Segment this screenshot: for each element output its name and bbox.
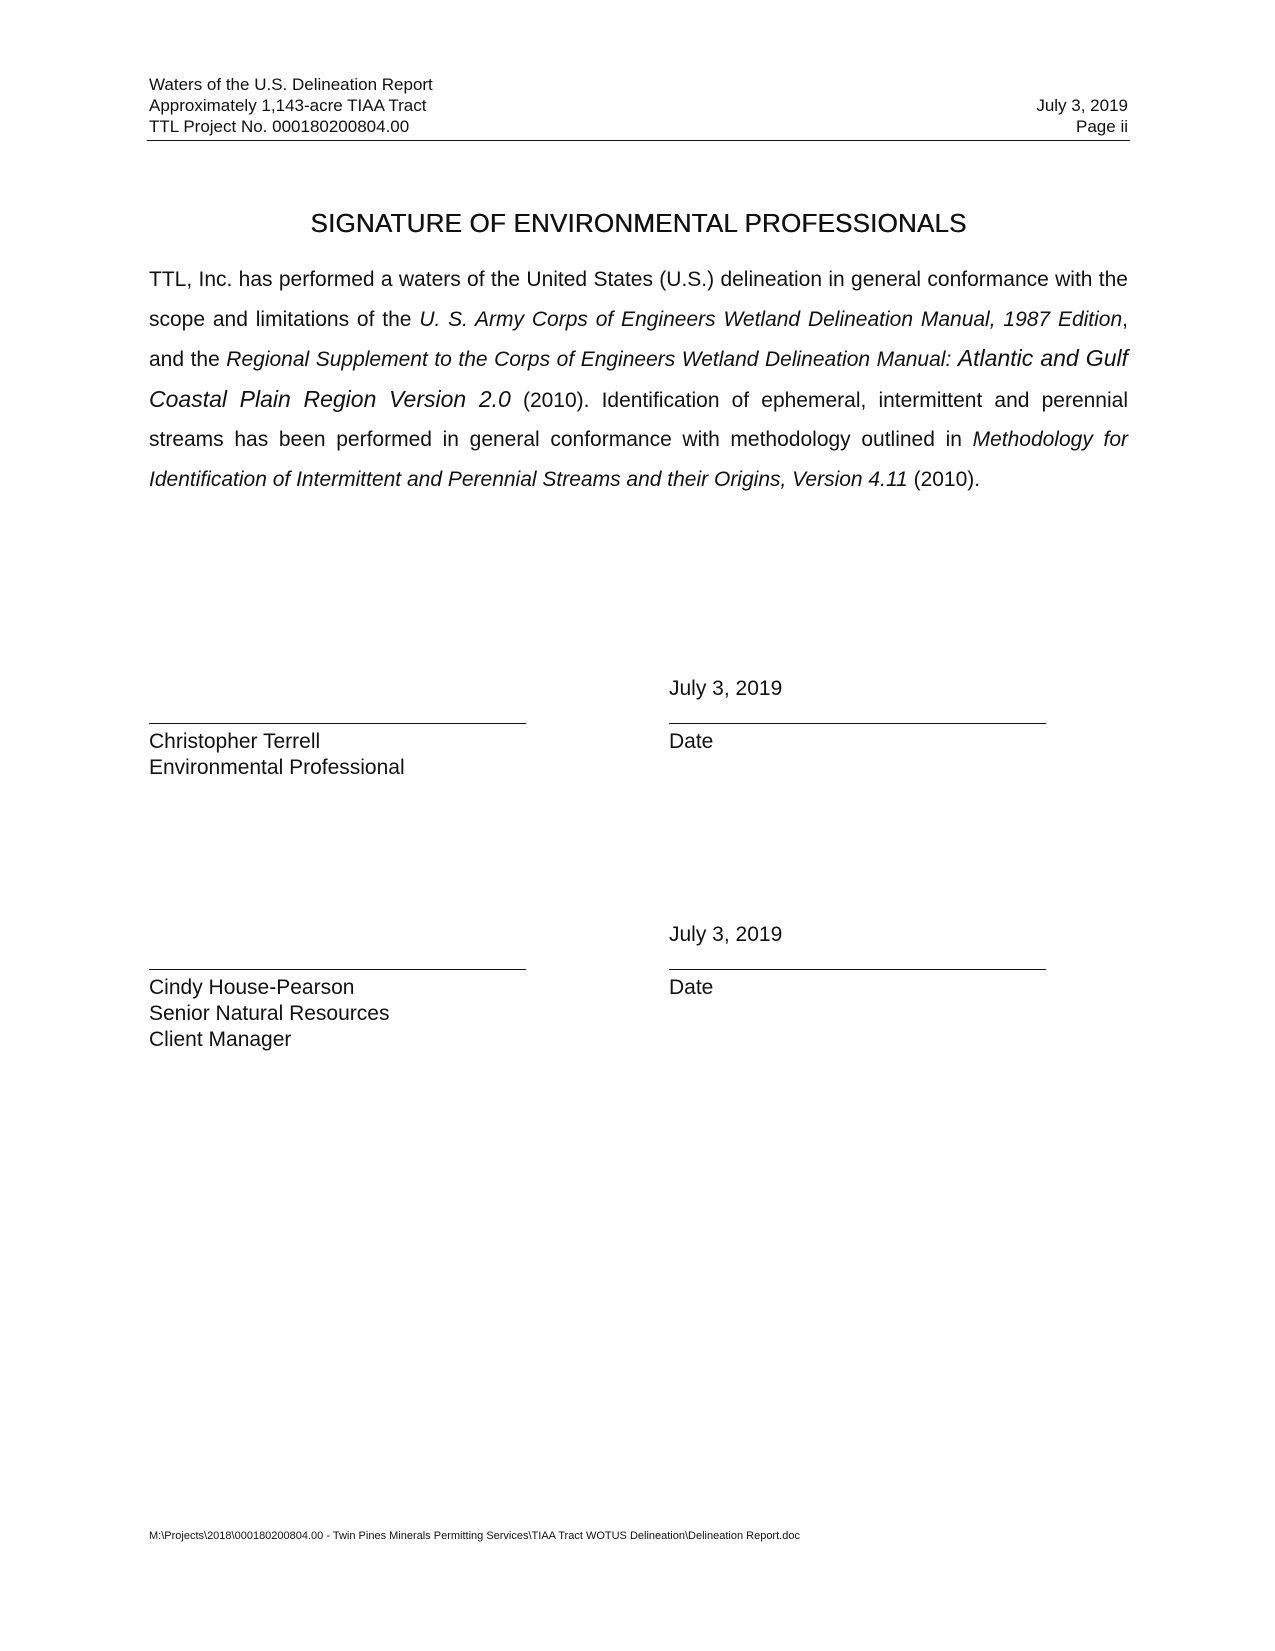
page-title: SIGNATURE OF ENVIRONMENTAL PROFESSIONALS [310, 208, 967, 238]
signature-2-role-line-2: Client Manager [149, 1028, 292, 1051]
header-page-number: Page ii [1076, 117, 1128, 136]
signature-2-block [149, 975, 389, 1053]
signature-2-date-label: Date [669, 976, 714, 999]
signature-2-date-line [669, 969, 1046, 970]
body-paragraph [149, 260, 1128, 499]
signature-2-date-value: July 3, 2019 [669, 923, 783, 946]
body-citation-regional-supplement: Regional Supplement to the Corps of Engineers Wetland Delineation Manual: [226, 348, 958, 371]
signature-1-role: Environmental Professional [149, 756, 405, 779]
body-text-4: (2010). [907, 467, 981, 491]
header-divider [147, 140, 1130, 141]
footer-file-path: M:\Projects\2018\000180200804.00 - Twin Pines Minerals Permitting Services\TIAA Tract WOTUS Delineation\Delineation Report.doc [149, 1530, 800, 1542]
signature-1-block [149, 729, 405, 781]
signature-1-name: Christopher Terrell [149, 730, 321, 753]
signature-2-role-line-1: Senior Natural Resources [149, 1002, 390, 1025]
header-project-number: TTL Project No. 000180200804.00 [149, 117, 410, 136]
signature-1-date-line [669, 723, 1046, 724]
body-text-2: , and the [149, 307, 1128, 371]
signature-1-name-line [149, 723, 526, 724]
body-citation-region-version: Atlantic and Gulf Coastal Plain Region Version 2.0 [149, 345, 1128, 412]
header-report-title: Waters of the U.S. Delineation Report [149, 75, 433, 94]
body-text-1: TTL, Inc. has performed a waters of the United States (U.S.) delineation in general conformance with the scope and limitations of the [149, 268, 1128, 331]
page-header [149, 74, 1128, 137]
header-date: July 3, 2019 [1036, 96, 1128, 115]
signature-2-name: Cindy House-Pearson [149, 976, 355, 999]
body-text-3: (2010). Identification of ephemeral, intermittent and perennial streams has been performed in general conformance with methodology outlined in [149, 388, 1128, 451]
header-tract: Approximately 1,143-acre TIAA Tract [149, 96, 427, 115]
signature-2-name-line [149, 969, 526, 970]
signature-1-date-value: July 3, 2019 [669, 677, 783, 700]
body-citation-corps-manual: U. S. Army Corps of Engineers Wetland Delineation Manual, 1987 Edition [419, 307, 1123, 331]
signature-1-date-label: Date [669, 730, 714, 753]
body-citation-stream-methodology: Methodology for Identification of Intermittent and Perennial Streams and their Origins, Version 4.11 [149, 428, 1128, 491]
